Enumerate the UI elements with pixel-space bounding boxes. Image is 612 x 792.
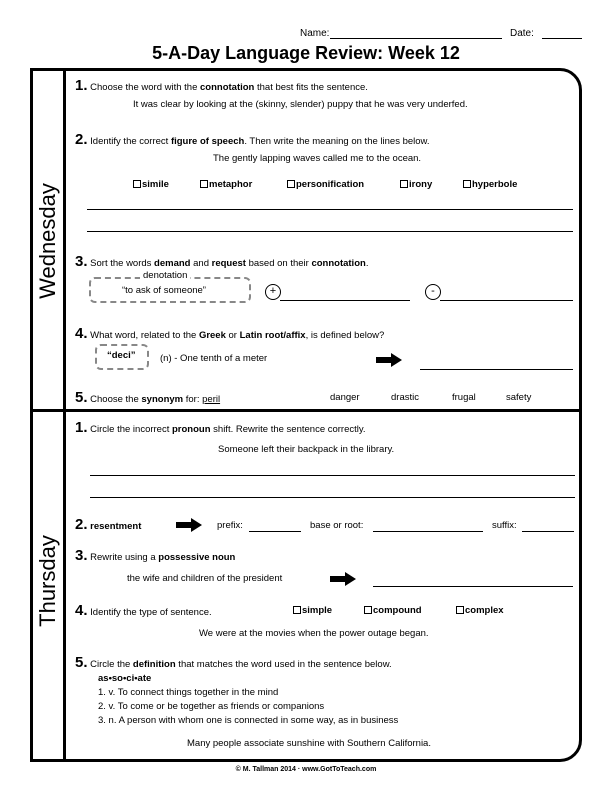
thu-q5-sentence: Many people associate sunshine with Southern California.: [187, 738, 431, 749]
day-label-wednesday: Wednesday: [35, 183, 60, 299]
date-field[interactable]: [542, 38, 582, 39]
option-simple[interactable]: simple: [293, 605, 332, 616]
definition-option[interactable]: 1. v. To connect things together in the mind: [98, 687, 279, 698]
footer-copyright: © M. Tallman 2014 · www.GotToTeach.com: [235, 766, 377, 773]
thu-q1-sentence: Someone left their backpack in the library.: [218, 444, 395, 455]
name-field[interactable]: [330, 38, 502, 39]
thu-q1-prompt: 1. Circle the incorrect pronoun shift. Rewrite the sentence correctly.: [75, 419, 366, 436]
negative-answer-line[interactable]: [440, 300, 573, 301]
option-simile[interactable]: simile: [133, 179, 169, 190]
prefix-field[interactable]: [249, 531, 301, 532]
option-hyperbole[interactable]: hyperbole: [463, 179, 517, 190]
checkbox-icon: [293, 606, 301, 614]
base-field[interactable]: [373, 531, 483, 532]
thu-q4-prompt: 4. Identify the type of sentence.: [75, 602, 212, 619]
definition-option[interactable]: 2. v. To come or be together as friends or companions: [98, 701, 325, 712]
name-label: Name:: [300, 28, 330, 39]
dictionary-word: as•so•ci•ate: [98, 673, 152, 684]
column-divider: [63, 68, 66, 762]
thu-q3-phrase: the wife and children of the president: [127, 573, 283, 584]
wed-q2-prompt: 2. Identify the correct figure of speech. Then write the meaning on the lines below.: [75, 131, 430, 148]
wed-q1-sentence: It was clear by looking at the (skinny, slender) puppy that he was very underfed.: [133, 99, 468, 110]
synonym-option[interactable]: danger: [330, 392, 360, 403]
wed-q1-prompt: 1. Choose the word with the connotation that best fits the sentence.: [75, 77, 368, 94]
checkbox-icon: [456, 606, 464, 614]
checkbox-icon: [463, 180, 471, 188]
root-definition: (n) - One tenth of a meter: [160, 353, 268, 364]
synonym-option[interactable]: drastic: [391, 392, 419, 403]
answer-line[interactable]: [90, 497, 575, 498]
day-divider: [30, 409, 582, 412]
definition-option[interactable]: 3. n. A person with whom one is connected in some way, as in business: [98, 715, 399, 726]
arrow-right-icon: [376, 353, 402, 367]
wed-q5-prompt: 5. Choose the synonym for: peril: [75, 389, 221, 406]
thu-q5-prompt: 5. Circle the definition that matches the word used in the sentence below.: [75, 654, 392, 671]
base-label: base or root:: [310, 520, 364, 531]
option-compound[interactable]: compound: [364, 605, 422, 616]
thu-q4-sentence: We were at the movies when the power outage began.: [199, 628, 429, 639]
synonym-option[interactable]: safety: [506, 392, 532, 403]
arrow-right-icon: [176, 518, 202, 532]
answer-line[interactable]: [87, 231, 573, 232]
suffix-label: suffix:: [492, 520, 517, 531]
positive-icon: +: [265, 284, 281, 300]
negative-icon: -: [425, 284, 441, 300]
page-title: 5-A-Day Language Review: Week 12: [152, 43, 460, 63]
day-label-thursday: Thursday: [35, 535, 60, 627]
checkbox-icon: [133, 180, 141, 188]
denotation-text: “to ask of someone”: [122, 285, 206, 296]
checkbox-icon: [400, 180, 408, 188]
wed-q2-sentence: The gently lapping waves called me to the ocean.: [213, 153, 422, 164]
checkbox-icon: [287, 180, 295, 188]
wed-q3-prompt: 3. Sort the words demand and request based on their connotation.: [75, 253, 369, 270]
option-irony[interactable]: irony: [400, 179, 432, 190]
checkbox-icon: [200, 180, 208, 188]
option-personification[interactable]: personification: [287, 179, 364, 190]
option-complex[interactable]: complex: [456, 605, 504, 616]
answer-line[interactable]: [373, 586, 573, 587]
positive-answer-line[interactable]: [280, 300, 410, 301]
root-text: “deci”: [107, 350, 136, 361]
answer-line[interactable]: [90, 475, 575, 476]
option-metaphor[interactable]: metaphor: [200, 179, 252, 190]
wed-q4-prompt: 4. What word, related to the Greek or Latin root/affix, is defined below?: [75, 325, 385, 342]
arrow-right-icon: [330, 572, 356, 586]
checkbox-icon: [364, 606, 372, 614]
answer-line[interactable]: [87, 209, 573, 210]
thu-q2-word: 2. resentment: [75, 516, 142, 533]
synonym-option[interactable]: frugal: [452, 392, 476, 403]
suffix-field[interactable]: [522, 531, 574, 532]
denotation-label: denotation: [140, 270, 190, 281]
thu-q3-prompt: 3. Rewrite using a possessive noun: [75, 547, 236, 564]
prefix-label: prefix:: [217, 520, 243, 531]
answer-line[interactable]: [420, 369, 573, 370]
date-label: Date:: [510, 28, 534, 39]
